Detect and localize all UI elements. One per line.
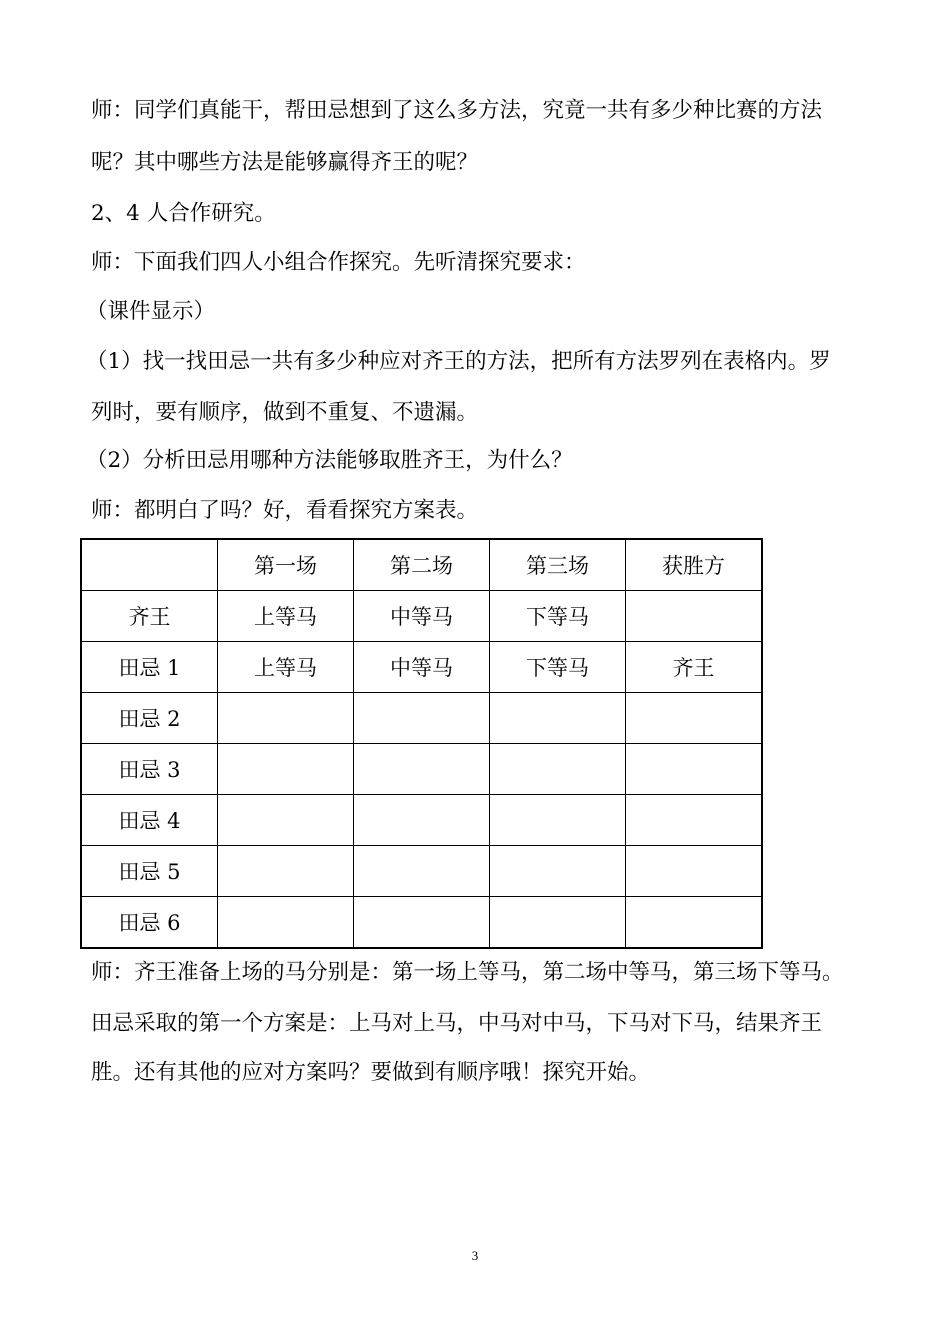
table-row [81, 897, 762, 949]
paragraph-teacher-explanation-line2: 田忌采取的第一个方案是：上马对上马，中马对中马，下马对下马，结果齐王 [91, 1011, 823, 1036]
row-label: 田忌 4 [81, 795, 218, 846]
header-cell-round2: 第二场 [354, 539, 490, 591]
table-row [81, 693, 762, 744]
exploration-table-container [80, 538, 763, 949]
table-cell: 中等马 [354, 642, 490, 693]
paragraph-teacher-explanation-line3: 胜。还有其他的应对方案吗？要做到有顺序哦！探究开始。 [91, 1060, 651, 1085]
header-cell-round3: 第三场 [490, 539, 626, 591]
table-cell: 下等马 [490, 642, 626, 693]
paragraph-teacher-explanation-line1: 师：齐王准备上场的马分别是：第一场上等马，第二场中等马，第三场下等马。 [91, 960, 844, 985]
row-label: 田忌 2 [81, 693, 218, 744]
table-cell [354, 846, 490, 897]
table-cell [218, 693, 354, 744]
row-label: 齐王 [81, 591, 218, 642]
header-cell-winner: 获胜方 [626, 539, 763, 591]
table-cell [218, 744, 354, 795]
paragraph-courseware-note: （课件显示） [86, 299, 216, 324]
table-cell [490, 744, 626, 795]
table-row [81, 744, 762, 795]
requirement-2: （2）分析田忌用哪种方法能够取胜齐王，为什么？ [86, 448, 573, 473]
section-heading-cooperation: 2、4 人合作研究。 [91, 201, 276, 226]
row-label: 田忌 5 [81, 846, 218, 897]
table-cell [490, 897, 626, 949]
table-cell: 下等马 [490, 591, 626, 642]
table-cell [490, 693, 626, 744]
table-row [81, 642, 762, 693]
table-header-row [81, 539, 762, 591]
table-cell [218, 795, 354, 846]
header-cell-empty [81, 539, 218, 591]
requirement-1-line1: （1）找一找田忌一共有多少种应对齐王的方法，把所有方法罗列在表格内。罗 [86, 349, 831, 374]
row-label: 田忌 6 [81, 897, 218, 949]
paragraph-teacher-instruction: 师：下面我们四人小组合作探究。先听清探究要求： [91, 250, 586, 275]
header-cell-round1: 第一场 [218, 539, 354, 591]
paragraph-teacher-question-line2: 呢？其中哪些方法是能够赢得齐王的呢？ [91, 150, 479, 175]
page-number: 3 [471, 1248, 479, 1263]
table-cell [218, 846, 354, 897]
table-cell: 中等马 [354, 591, 490, 642]
table-cell [490, 846, 626, 897]
table-cell: 齐王 [626, 642, 763, 693]
table-row [81, 846, 762, 897]
table-cell [626, 897, 763, 949]
table-row [81, 591, 762, 642]
exploration-table [80, 538, 763, 949]
table-cell [354, 795, 490, 846]
table-cell [218, 897, 354, 949]
table-cell [626, 795, 763, 846]
table-cell [626, 846, 763, 897]
paragraph-teacher-table-intro: 师：都明白了吗？好，看看探究方案表。 [91, 498, 479, 523]
table-cell [354, 744, 490, 795]
requirement-1-line2: 列时，要有顺序，做到不重复、不遗漏。 [91, 400, 479, 425]
table-cell [626, 693, 763, 744]
table-cell [354, 897, 490, 949]
row-label: 田忌 3 [81, 744, 218, 795]
row-label: 田忌 1 [81, 642, 218, 693]
table-cell [354, 693, 490, 744]
table-cell [626, 744, 763, 795]
table-cell [490, 795, 626, 846]
paragraph-teacher-question-line1: 师：同学们真能干，帮田忌想到了这么多方法，究竟一共有多少种比赛的方法 [91, 98, 823, 123]
table-cell: 上等马 [218, 591, 354, 642]
table-cell: 上等马 [218, 642, 354, 693]
table-cell [626, 591, 763, 642]
table-row [81, 795, 762, 846]
